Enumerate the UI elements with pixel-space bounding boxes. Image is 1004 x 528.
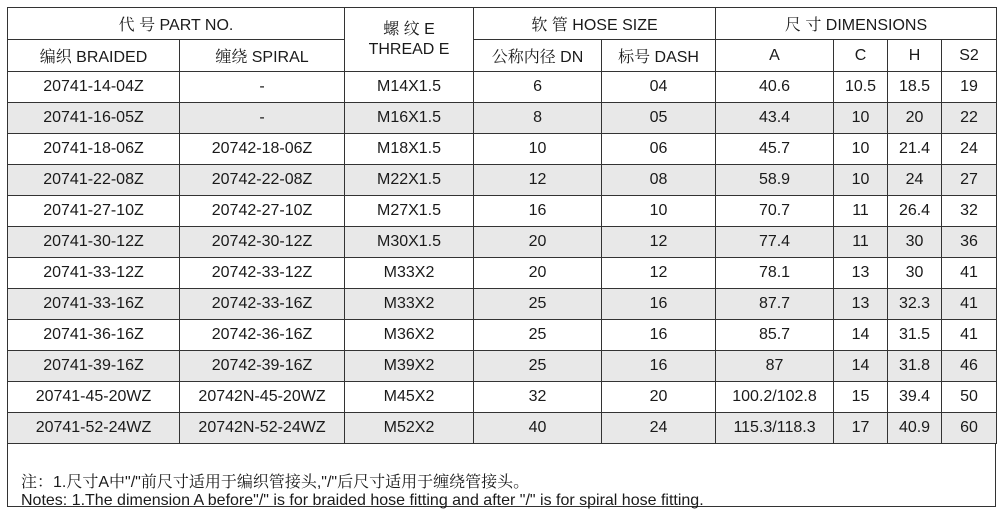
cell-h: 18.5 <box>888 72 942 103</box>
cell-dash: 16 <box>602 320 716 351</box>
table-row <box>8 196 997 227</box>
cell-c: 14 <box>834 351 888 382</box>
cell-thread: M33X2 <box>345 289 474 320</box>
cell-a: 85.7 <box>716 320 834 351</box>
cell-spiral: - <box>180 72 345 103</box>
cell-a: 87 <box>716 351 834 382</box>
cell-spiral: 20742-18-06Z <box>180 134 345 165</box>
cell-braided: 20741-14-04Z <box>8 72 180 103</box>
cell-s2: 50 <box>942 382 997 413</box>
cell-h: 32.3 <box>888 289 942 320</box>
spiral-header: 缠绕 SPIRAL <box>180 40 345 72</box>
cell-dash: 16 <box>602 351 716 382</box>
cell-a: 70.7 <box>716 196 834 227</box>
cell-c: 10.5 <box>834 72 888 103</box>
braided-header: 编织 BRAIDED <box>8 40 180 72</box>
cell-braided: 20741-27-10Z <box>8 196 180 227</box>
cell-c: 11 <box>834 196 888 227</box>
header-row-1 <box>8 8 997 40</box>
cell-thread: M39X2 <box>345 351 474 382</box>
cell-s2: 41 <box>942 320 997 351</box>
cell-dash: 10 <box>602 196 716 227</box>
cell-spiral: 20742-27-10Z <box>180 196 345 227</box>
cell-c: 10 <box>834 103 888 134</box>
cell-braided: 20741-39-16Z <box>8 351 180 382</box>
cell-c: 15 <box>834 382 888 413</box>
cell-braided: 20741-52-24WZ <box>8 413 180 444</box>
cell-s2: 22 <box>942 103 997 134</box>
cell-dn: 25 <box>474 289 602 320</box>
cell-h: 31.5 <box>888 320 942 351</box>
cell-dn: 12 <box>474 165 602 196</box>
dn-header: 公称内径 DN <box>474 40 602 72</box>
spec-sheet <box>7 7 996 507</box>
cell-spiral: 20742-39-16Z <box>180 351 345 382</box>
note-english: Notes: 1.The dimension A before"/" is for braided hose fitting and after "/" is for spiral hose fitting. <box>21 492 704 509</box>
dim-s2-header: S2 <box>942 40 997 72</box>
cell-h: 21.4 <box>888 134 942 165</box>
cell-dn: 20 <box>474 258 602 289</box>
cell-dn: 8 <box>474 103 602 134</box>
cell-h: 26.4 <box>888 196 942 227</box>
cell-s2: 19 <box>942 72 997 103</box>
cell-thread: M27X1.5 <box>345 196 474 227</box>
dim-h-header: H <box>888 40 942 72</box>
cell-h: 30 <box>888 258 942 289</box>
dimensions-header: 尺 寸 DIMENSIONS <box>716 8 997 40</box>
cell-dn: 6 <box>474 72 602 103</box>
table-row <box>8 227 997 258</box>
cell-braided: 20741-45-20WZ <box>8 382 180 413</box>
cell-thread: M52X2 <box>345 413 474 444</box>
cell-s2: 60 <box>942 413 997 444</box>
cell-thread: M36X2 <box>345 320 474 351</box>
cell-s2: 27 <box>942 165 997 196</box>
cell-s2: 24 <box>942 134 997 165</box>
cell-dash: 06 <box>602 134 716 165</box>
cell-h: 40.9 <box>888 413 942 444</box>
cell-h: 30 <box>888 227 942 258</box>
cell-s2: 32 <box>942 196 997 227</box>
cell-dn: 20 <box>474 227 602 258</box>
cell-a: 78.1 <box>716 258 834 289</box>
table-row <box>8 134 997 165</box>
cell-thread: M18X1.5 <box>345 134 474 165</box>
cell-h: 24 <box>888 165 942 196</box>
cell-thread: M30X1.5 <box>345 227 474 258</box>
cell-h: 39.4 <box>888 382 942 413</box>
cell-s2: 36 <box>942 227 997 258</box>
cell-dash: 08 <box>602 165 716 196</box>
cell-thread: M33X2 <box>345 258 474 289</box>
cell-dn: 40 <box>474 413 602 444</box>
cell-dn: 16 <box>474 196 602 227</box>
cell-s2: 46 <box>942 351 997 382</box>
thread-header <box>345 8 474 72</box>
cell-dash: 12 <box>602 227 716 258</box>
cell-spiral: 20742N-52-24WZ <box>180 413 345 444</box>
cell-spiral: 20742-33-16Z <box>180 289 345 320</box>
table-row <box>8 289 997 320</box>
cell-thread: M45X2 <box>345 382 474 413</box>
cell-dn: 25 <box>474 320 602 351</box>
cell-thread: M16X1.5 <box>345 103 474 134</box>
table-row <box>8 258 997 289</box>
cell-spiral: 20742-30-12Z <box>180 227 345 258</box>
part-no-header: 代 号 PART NO. <box>8 8 345 40</box>
table-row <box>8 382 997 413</box>
cell-c: 13 <box>834 258 888 289</box>
cell-c: 17 <box>834 413 888 444</box>
thread-header-cn: 螺 纹 E <box>383 20 435 38</box>
cell-a: 87.7 <box>716 289 834 320</box>
header-row-2 <box>8 40 997 72</box>
cell-thread: M22X1.5 <box>345 165 474 196</box>
cell-a: 115.3/118.3 <box>716 413 834 444</box>
table-row <box>8 165 997 196</box>
cell-dash: 04 <box>602 72 716 103</box>
table-row <box>8 351 997 382</box>
cell-h: 31.8 <box>888 351 942 382</box>
cell-thread: M14X1.5 <box>345 72 474 103</box>
cell-spiral: 20742-33-12Z <box>180 258 345 289</box>
cell-a: 43.4 <box>716 103 834 134</box>
cell-braided: 20741-33-12Z <box>8 258 180 289</box>
cell-braided: 20741-33-16Z <box>8 289 180 320</box>
cell-dash: 16 <box>602 289 716 320</box>
table-body <box>8 72 997 444</box>
cell-dash: 20 <box>602 382 716 413</box>
cell-s2: 41 <box>942 289 997 320</box>
cell-dn: 32 <box>474 382 602 413</box>
cell-a: 45.7 <box>716 134 834 165</box>
cell-dn: 25 <box>474 351 602 382</box>
cell-c: 13 <box>834 289 888 320</box>
fitting-spec-table <box>7 7 997 444</box>
cell-s2: 41 <box>942 258 997 289</box>
cell-spiral: - <box>180 103 345 134</box>
cell-braided: 20741-36-16Z <box>8 320 180 351</box>
dim-c-header: C <box>834 40 888 72</box>
cell-c: 14 <box>834 320 888 351</box>
cell-braided: 20741-22-08Z <box>8 165 180 196</box>
cell-c: 10 <box>834 134 888 165</box>
cell-a: 77.4 <box>716 227 834 258</box>
cell-spiral: 20742N-45-20WZ <box>180 382 345 413</box>
cell-spiral: 20742-22-08Z <box>180 165 345 196</box>
note-chinese: 注：1.尺寸A中"/"前尺寸适用于编织管接头,"/"后尺寸适用于缠绕管接头。 <box>21 474 530 491</box>
cell-a: 100.2/102.8 <box>716 382 834 413</box>
table-row <box>8 413 997 444</box>
cell-a: 58.9 <box>716 165 834 196</box>
cell-c: 10 <box>834 165 888 196</box>
table-row <box>8 103 997 134</box>
cell-braided: 20741-30-12Z <box>8 227 180 258</box>
table-row <box>8 320 997 351</box>
table-row <box>8 72 997 103</box>
thread-header-en: THREAD E <box>368 40 450 58</box>
cell-dn: 10 <box>474 134 602 165</box>
cell-braided: 20741-16-05Z <box>8 103 180 134</box>
cell-spiral: 20742-36-16Z <box>180 320 345 351</box>
cell-braided: 20741-18-06Z <box>8 134 180 165</box>
cell-dash: 12 <box>602 258 716 289</box>
cell-c: 11 <box>834 227 888 258</box>
cell-dash: 24 <box>602 413 716 444</box>
cell-dash: 05 <box>602 103 716 134</box>
cell-h: 20 <box>888 103 942 134</box>
hose-size-header: 软 管 HOSE SIZE <box>474 8 716 40</box>
dash-header: 标号 DASH <box>602 40 716 72</box>
notes-box <box>7 444 996 507</box>
dim-a-header: A <box>716 40 834 72</box>
cell-a: 40.6 <box>716 72 834 103</box>
